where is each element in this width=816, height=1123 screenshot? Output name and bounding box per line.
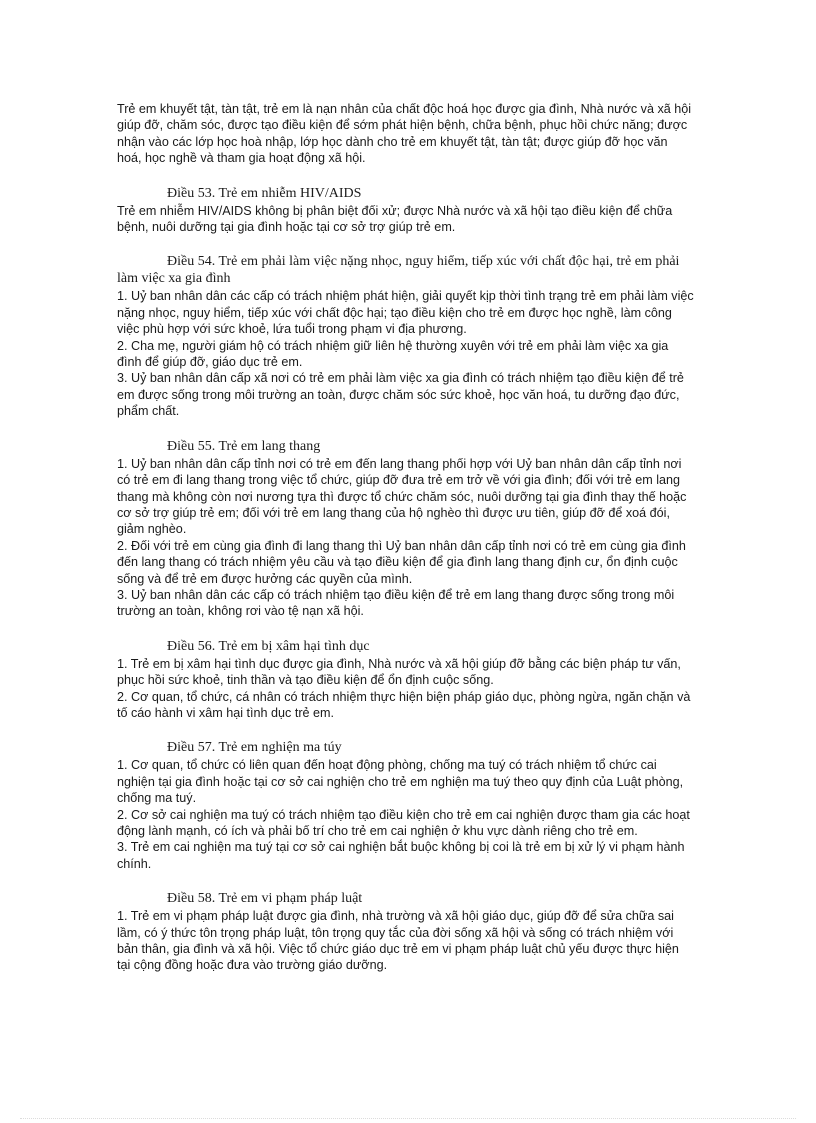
article-paragraph: 1. Trẻ em bị xâm hại tình dục được gia đình, Nhà nước và xã hội giúp đỡ bằng các biện pháp tư vấn, phục hồi sức khoẻ, tinh thần và tạo điều kiện để ổn định cuộc sống. bbox=[117, 656, 681, 688]
article-section bbox=[117, 185, 695, 236]
article-paragraph: 3. Uỷ ban nhân dân cấp xã nơi có trẻ em phải làm việc xa gia đình có trách nhiệm tạo điều kiện để trẻ em được sống trong môi trường an toàn, được chăm sóc sức khoẻ, học văn hoá, tu dưỡng đạo đức, phẩm chất. bbox=[117, 371, 684, 419]
article-paragraph: 1. Cơ quan, tổ chức có liên quan đến hoạt động phòng, chống ma tuý có trách nhiệm tổ chức cai nghiện tại gia đình hoặc tại cơ sở cai nghiện cho trẻ em nghiện ma tuý theo quy định của Luật phòng, chống ma tuý. bbox=[117, 758, 684, 806]
article-paragraph: 1. Uỷ ban nhân dân các cấp có trách nhiệm phát hiện, giải quyết kịp thời tình trạng trẻ em phải làm việc nặng nhọc, nguy hiểm, tiếp xúc với chất độc hại; tạo điều kiện cho trẻ em được học nghề, làm công việc phù hợp với sức khoẻ, lứa tuổi trong phạm vi địa phương. bbox=[117, 289, 694, 337]
article-heading: Điều 57. Trẻ em nghiện ma túy bbox=[167, 740, 342, 756]
article-list bbox=[117, 185, 695, 974]
article-section bbox=[117, 739, 695, 872]
article-heading: Điều 58. Trẻ em vi phạm pháp luật bbox=[167, 891, 363, 907]
article-paragraph: 1. Uỷ ban nhân dân cấp tỉnh nơi có trẻ em đến lang thang phối hợp với Uỷ ban nhân dân cấp tỉnh nơi có trẻ em đi lang thang trong việc tổ chức, giúp đỡ đưa trẻ em trở về với gia đình; đối với trẻ em lang thang mà không còn nơi nương tựa thì được tổ chức chăm sóc, nuôi dưỡng tại gia đình thay thế hoặc cơ sở trợ giúp trẻ em; đối với trẻ em lang thang của hộ nghèo thì được ưu tiên, giúp đỡ để xoá đói, giảm nghèo. bbox=[117, 456, 687, 537]
article-paragraph: 3. Trẻ em cai nghiện ma tuý tại cơ sở cai nghiện bắt buộc không bị coi là trẻ em bị xử lý vi phạm hành chính. bbox=[117, 840, 685, 871]
article-heading: Điều 53. Trẻ em nhiễm HIV/AIDS bbox=[167, 185, 362, 201]
article-section bbox=[117, 438, 695, 620]
article-heading: Điều 54. Trẻ em phải làm việc nặng nhọc, nguy hiểm, tiếp xúc với chất độc hại, trẻ em phải làm việc xa gia đình bbox=[117, 254, 680, 287]
intro-paragraph: Trẻ em khuyết tật, tàn tật, trẻ em là nạn nhân của chất độc hoá học được gia đình, Nhà nước và xã hội giúp đỡ, chăm sóc, được tạo điều kiện để sớm phát hiện bệnh, chữa bệnh, phục hồi chức năng; được nhận vào các lớp học hoà nhập, lớp học dành cho trẻ em khuyết tật, tàn tật; được giúp đỡ học văn hoá, học nghề và tham gia hoạt động xã hội. bbox=[117, 102, 692, 166]
document-page bbox=[117, 101, 695, 974]
article-paragraph: Trẻ em nhiễm HIV/AIDS không bị phân biệt đối xử; được Nhà nước và xã hội tạo điều kiện để chữa bệnh, nuôi dưỡng tại gia đình hoặc tại cơ sở trợ giúp trẻ em. bbox=[117, 203, 673, 235]
article-heading: Điều 56. Trẻ em bị xâm hại tình dục bbox=[167, 638, 370, 654]
article-section bbox=[117, 253, 695, 419]
article-paragraph: 2. Cha mẹ, người giám hộ có trách nhiệm giữ liên hệ thường xuyên với trẻ em phải làm việc xa gia đình để giúp đỡ, giáo dục trẻ em. bbox=[117, 338, 669, 370]
article-paragraph: 3. Uỷ ban nhân dân các cấp có trách nhiệm tạo điều kiện để trẻ em lang thang được sống trong môi trường an toàn, không rơi vào tệ nạn xã hội. bbox=[117, 587, 675, 619]
article-section bbox=[117, 638, 695, 722]
article-paragraph: 2. Cơ sở cai nghiện ma tuý có trách nhiệm tạo điều kiện cho trẻ em cai nghiện được tham gia các hoạt động lành mạnh, có ích và phải bố trí cho trẻ em cai nghiện ở khu vực dành riêng cho trẻ em. bbox=[117, 807, 690, 838]
article-heading: Điều 55. Trẻ em lang thang bbox=[167, 438, 321, 454]
article-paragraph: 1. Trẻ em vi phạm pháp luật được gia đình, nhà trường và xã hội giáo dục, giúp đỡ để sửa chữa sai lầm, có ý thức tôn trọng pháp luật, tôn trọng quy tắc của đời sống xã hội và sống có trách nhiệm với bản thân, gia đình và xã hội. Việc tổ chức giáo dục trẻ em vi phạm pháp luật chủ yếu được thực hiện tại cộng đồng hoặc đưa vào trường giáo dưỡng. bbox=[117, 909, 679, 973]
page-bottom-divider bbox=[20, 1118, 796, 1119]
article-section bbox=[117, 890, 695, 974]
article-paragraph: 2. Đối với trẻ em cùng gia đình đi lang thang thì Uỷ ban nhân dân cấp tỉnh nơi có trẻ em cùng gia đình đến lang thang có trách nhiệm yêu cầu và tạo điều kiện để gia đình lang thang định cư, ổn định cuộc sống và để trẻ em được hưởng các quyền của mình. bbox=[117, 538, 686, 586]
article-paragraph: 2. Cơ quan, tổ chức, cá nhân có trách nhiệm thực hiện biện pháp giáo dục, phòng ngừa, ngăn chặn và tố cáo hành vi xâm hại tình dục trẻ em. bbox=[117, 689, 691, 720]
